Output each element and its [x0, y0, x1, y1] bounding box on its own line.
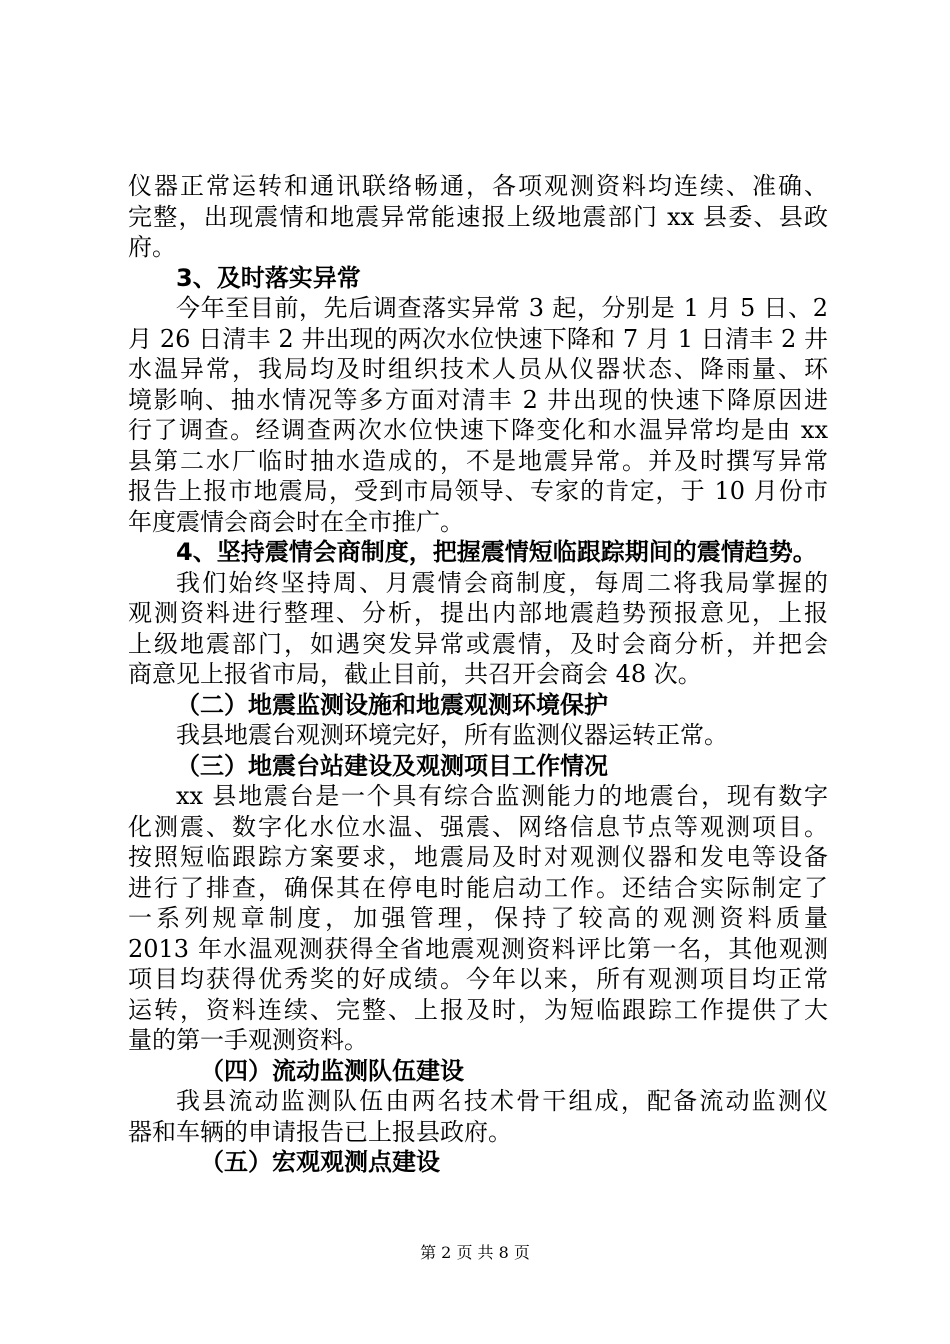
- text-line: 进行了排查，确保其在停电时能启动工作。还结合实际制定了: [128, 874, 828, 902]
- text-line: 上级地震部门，如遇突发异常或震情，及时会商分析，并把会: [128, 630, 828, 658]
- text-line: 月 26 日清丰 2 井出现的两次水位快速下降和 7 月 1 日清丰 2 井: [128, 325, 828, 353]
- section-heading: （三）地震台站建设及观测项目工作情况: [176, 752, 608, 780]
- text-line: 境影响、抽水情况等多方面对清丰 2 井出现的快速下降原因进: [128, 386, 828, 414]
- text-line: 我们始终坚持周、月震情会商制度，每周二将我局掌握的: [176, 569, 828, 597]
- text-line: 化测震、数字化水位水温、强震、网络信息节点等观测项目。: [128, 813, 828, 841]
- text-line: xx 县地震台是一个具有综合监测能力的地震台，现有数字: [176, 782, 828, 810]
- text-line: 观测资料进行整理、分析，提出内部地震趋势预报意见，上报: [128, 599, 828, 627]
- section-heading: （四）流动监测队伍建设: [200, 1057, 464, 1085]
- section-heading: （二）地震监测设施和地震观测环境保护: [176, 691, 608, 719]
- text-line: 完整，出现震情和地震异常能速报上级地震部门 xx 县委、县政: [128, 203, 828, 231]
- text-line: 水温异常，我局均及时组织技术人员从仪器状态、降雨量、环: [128, 355, 828, 383]
- section-heading: 4、坚持震情会商制度，把握震情短临跟踪期间的震情趋势。: [176, 538, 817, 566]
- text-line: 县第二水厂临时抽水造成的，不是地震异常。并及时撰写异常: [128, 447, 828, 475]
- text-line: 行了调查。经调查两次水位快速下降变化和水温异常均是由 xx: [128, 416, 828, 444]
- text-line: 按照短临跟踪方案要求，地震局及时对观测仪器和发电等设备: [128, 843, 828, 871]
- text-line: 府。: [128, 233, 176, 261]
- text-line: 器和车辆的申请报告已上报县政府。: [128, 1118, 512, 1146]
- text-line: 报告上报市地震局，受到市局领导、专家的肯定，于 10 月份市: [128, 477, 828, 505]
- text-line: 一系列规章制度，加强管理，保持了较高的观测资料质量: [128, 904, 828, 932]
- text-line: 项目均获得优秀奖的好成绩。今年以来，所有观测项目均正常: [128, 965, 828, 993]
- text-line: 我县地震台观测环境完好，所有监测仪器运转正常。: [176, 721, 728, 749]
- section-heading: 3、及时落实异常: [176, 264, 361, 292]
- text-line: 商意见上报省市局，截止目前，共召开会商会 48 次。: [128, 660, 702, 688]
- text-line: 2013 年水温观测获得全省地震观测资料评比第一名，其他观测: [128, 935, 828, 963]
- text-line: 我县流动监测队伍由两名技术骨干组成，配备流动监测仪: [176, 1087, 828, 1115]
- section-heading: （五）宏观观测点建设: [200, 1148, 440, 1176]
- page-number-footer: 第 2 页 共 8 页: [420, 1243, 530, 1262]
- text-line: 运转，资料连续、完整、上报及时，为短临跟踪工作提供了大: [128, 996, 828, 1024]
- text-line: 年度震情会商会时在全市推广。: [128, 508, 464, 536]
- text-line: 仪器正常运转和通讯联络畅通，各项观测资料均连续、准确、: [128, 172, 828, 200]
- text-line: 今年至目前，先后调查落实异常 3 起，分别是 1 月 5 日、2: [176, 294, 828, 322]
- text-line: 量的第一手观测资料。: [128, 1026, 368, 1054]
